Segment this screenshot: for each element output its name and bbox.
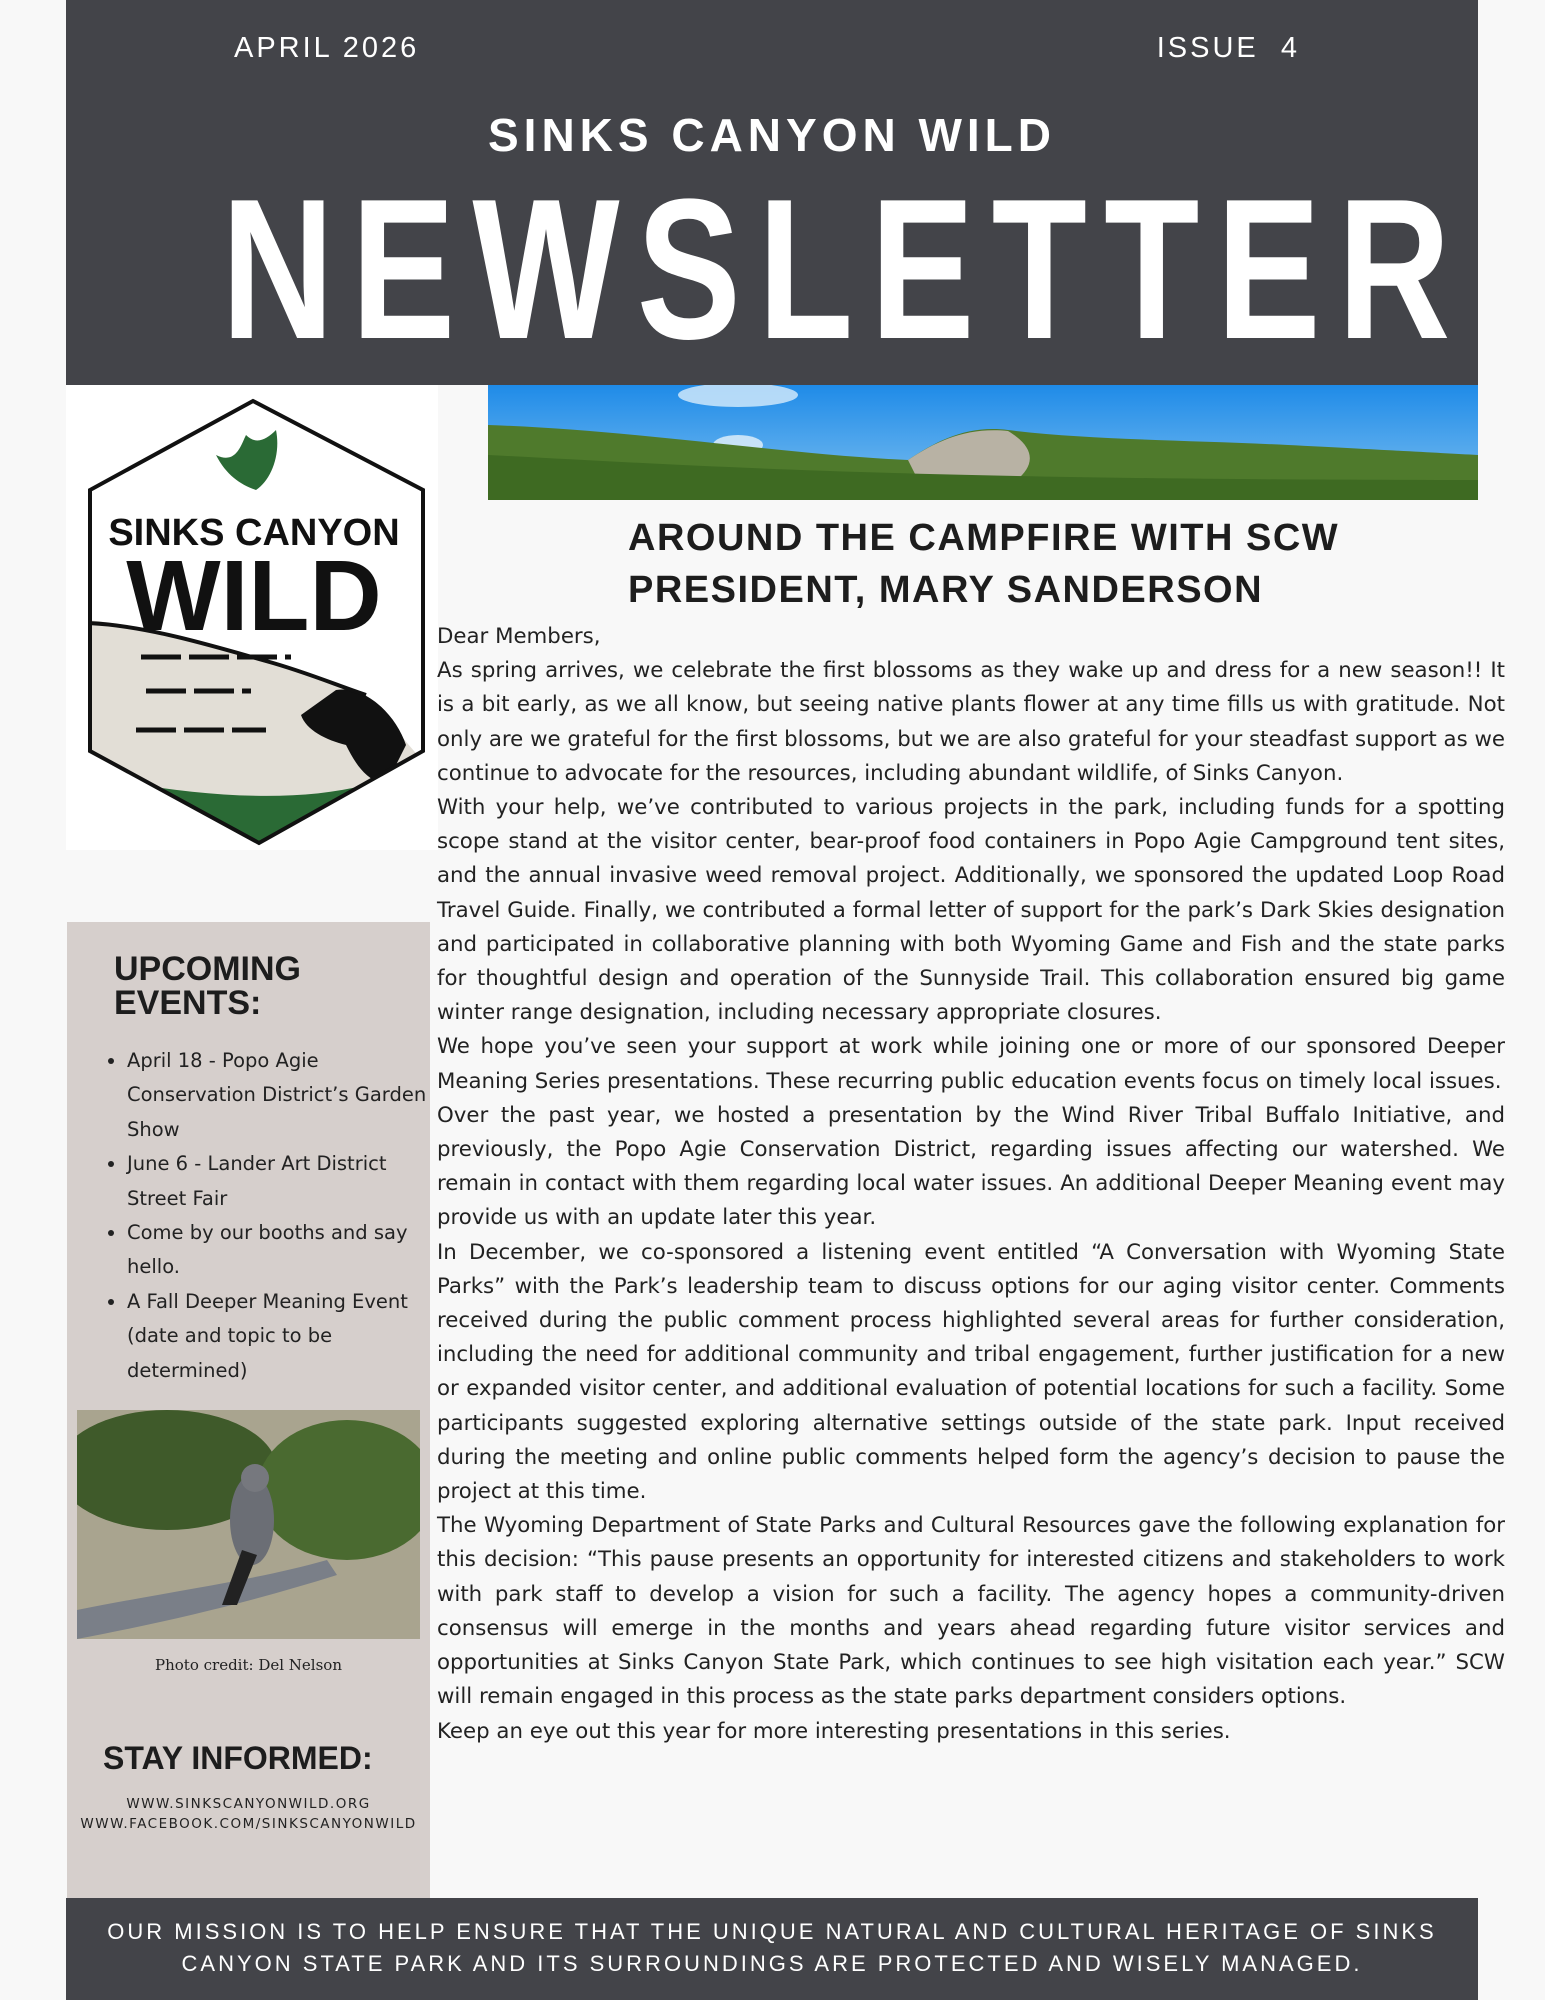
mission-line: CANYON STATE PARK AND ITS SURROUNDINGS ARE PROTECTED AND WISELY MANAGED.	[181, 1951, 1363, 1976]
mission-footer	[66, 1898, 1478, 2000]
upcoming-events-title: UPCOMING EVENTS:	[114, 950, 301, 1022]
issue-number: ISSUE 4	[1156, 32, 1300, 64]
facebook-link[interactable]: WWW.FACEBOOK.COM/SINKSCANYONWILD	[80, 1816, 417, 1832]
mission-line: OUR MISSION IS TO HELP ENSURE THAT THE UNIQUE NATURAL AND CULTURAL HERITAGE OF SINKS	[107, 1919, 1437, 1944]
svg-text:SINKS CANYON: SINKS CANYON	[108, 512, 400, 554]
masthead	[66, 0, 1478, 385]
paragraph: The Wyoming Department of State Parks and Cultural Resources gave the following explanation for this decision: “This pause presents an opportunity for interested citizens and stakeholders to work with park staff to develop a vision for such a facility. The agency hopes a community-driven consensus will emerge in the months and years ahead regarding future visitor services and opportunities at Sinks Canyon State Park, which continues to see high visitation each year.” SCW will remain engaged in this process as the state parks department considers options.	[437, 1513, 1505, 1710]
paragraph: We hope you’ve seen your support at work while joining one or more of our sponsored Deeper Meaning Series presentations. These recurring public education events focus on timely local issues.	[437, 1034, 1505, 1094]
newsletter-title: NEWSLETTER	[221, 158, 1468, 381]
event-item: • A Fall Deeper Meaning Event (date and topic to be determined)	[127, 1285, 427, 1388]
paragraph: With your help, we’ve contributed to various projects in the park, including funds for a spotting scope stand at the visitor center, bear-proof food containers in Popo Agie Campground tent sites, and the annual invasive weed removal project. Additionally, we sponsored the updated Loop Road Travel Guide. Finally, we contributed a formal letter of support for the park’s Dark Skies designation and participated in collaborative planning with both Wyoming Game and Fish and the state parks for thoughtful design and operation of the Sunnyside Trail. This collaboration ensured big game winter range designation, including necessary appropriate closures.	[437, 795, 1505, 1026]
website-link[interactable]: WWW.SINKSCANYONWILD.ORG	[126, 1796, 371, 1812]
organization-name: SINKS CANYON WILD	[488, 109, 1056, 161]
events-list	[97, 1044, 427, 1388]
contact-links	[67, 1794, 430, 1834]
photo-credit: Photo credit: Del Nelson	[155, 1656, 342, 1674]
article-body	[437, 620, 1505, 1749]
paragraph: Keep an eye out this year for more interesting presentations in this series.	[437, 1718, 1231, 1744]
svg-text:WILD: WILD	[126, 540, 382, 652]
paragraph: Dear Members,	[437, 624, 601, 649]
logo-emblem	[66, 385, 438, 850]
heading-line: AROUND THE CAMPFIRE WITH SCW	[628, 517, 1340, 559]
canyon-banner-photo	[488, 385, 1478, 500]
event-item: • April 18 - Popo Agie Conservation District’s Garden Show	[127, 1044, 427, 1147]
logo	[66, 385, 438, 850]
paragraph: In December, we co-sponsored a listening event entitled “A Conversation with Wyoming State Parks” with the Park’s leadership team to discuss options for our aging visitor center. Comments received during the public comment process highlighted several areas for further consideration, including the need for additional community and tribal engagement, further justification for a new or expanded visitor center, and additional evaluation of potential locations for such a facility. Some participants suggested exploring alternative settings outside of the state park. Input received during the meeting and online public comments helped form the agency’s decision to pause the project at this time.	[437, 1239, 1505, 1505]
event-item: • June 6 - Lander Art District Street Fair	[127, 1147, 427, 1216]
sidebar	[67, 922, 430, 1898]
bird-photo	[77, 1410, 420, 1639]
stay-informed-title: STAY INFORMED:	[103, 1740, 373, 1776]
issue-date: APRIL 2026	[234, 32, 420, 64]
article-heading	[628, 512, 1339, 616]
paragraph: Over the past year, we hosted a presentation by the Wind River Tribal Buffalo Initiative, and previously, the Popo Agie Conservation District, regarding issues affecting our watershed. We remain in contact with them regarding local water issues. An additional Deeper Meaning event may provide us with an update later this year.	[437, 1102, 1505, 1231]
event-item: • Come by our booths and say hello.	[127, 1216, 427, 1285]
paragraph: As spring arrives, we celebrate the first blossoms as they wake up and dress for a new season!! It is a bit early, as we all know, but seeing native plants flower at any time fills us with gratitude. Not only are we grateful for the first blossoms, but we are also grateful for your steadfast support as we continue to advocate for the resources, including abundant wildlife, of Sinks Canyon.	[437, 658, 1505, 786]
heading-line: PRESIDENT, MARY SANDERSON	[628, 569, 1264, 611]
